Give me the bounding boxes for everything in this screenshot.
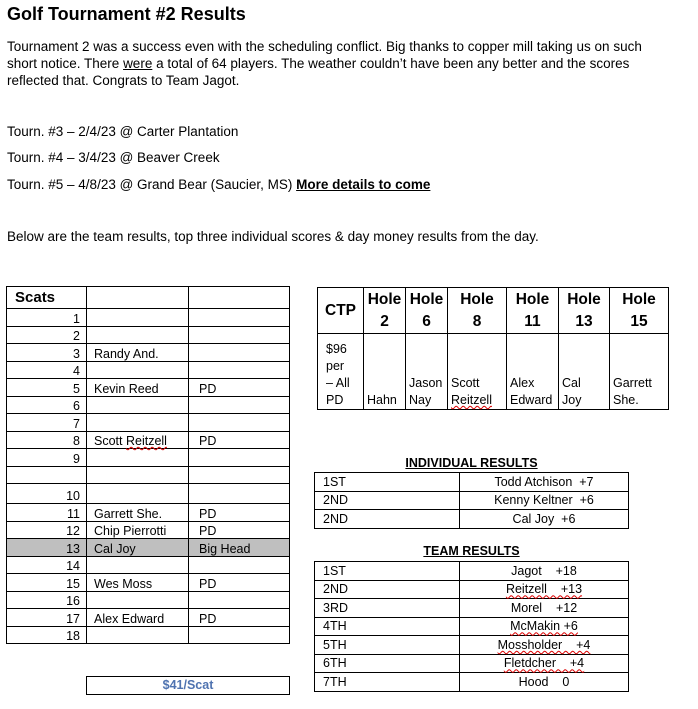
result-value: [460, 562, 629, 581]
ctp-hole-winner: [364, 334, 406, 410]
result-value: [460, 491, 629, 510]
result-text: Cal Joy +6: [512, 511, 576, 526]
scat-row: [7, 361, 290, 379]
team-results-table: [314, 561, 629, 692]
scat-name: [87, 449, 189, 467]
scat-name: [87, 466, 189, 484]
scat-note: [189, 556, 290, 574]
ctp-hole-winner: [610, 334, 669, 410]
scat-row: [7, 344, 290, 362]
scat-num: 14: [7, 556, 87, 574]
result-text: Morel +12: [510, 600, 578, 615]
scat-name: [87, 431, 189, 449]
scat-note: Big Head: [189, 539, 290, 557]
ctp-hole-header: [507, 288, 559, 334]
ctp-label: CTP: [318, 288, 364, 334]
scat-payout: $41/Scat: [86, 676, 290, 695]
scat-name: [87, 484, 189, 504]
scat-row: [7, 449, 290, 467]
scat-note: PD: [189, 431, 290, 449]
scat-num: 8: [7, 431, 87, 449]
scat-note: [189, 626, 290, 644]
scat-note: [189, 326, 290, 344]
result-value: [460, 617, 629, 636]
ctp-prize: [318, 334, 364, 410]
result-text: Kenny Keltner +6: [494, 493, 594, 508]
event-line: [7, 150, 220, 165]
ctp-prize-line: $96: [326, 342, 347, 356]
scat-num: 6: [7, 396, 87, 414]
scat-first-name: Scott: [94, 434, 126, 448]
scat-name: [87, 556, 189, 574]
team-results-title: TEAM RESULTS: [423, 544, 520, 558]
ctp-winner-name: Reitzell: [451, 393, 492, 407]
result-text: Hood 0: [518, 674, 570, 689]
result-row: [315, 673, 629, 692]
scat-note: [189, 449, 290, 467]
scat-row: [7, 431, 290, 449]
result-text: Todd Atchison +7: [494, 474, 594, 489]
ctp-hole-number: 13: [575, 312, 593, 330]
result-value: [460, 636, 629, 655]
ctp-winner-name: Joy: [562, 393, 582, 407]
scats-header-empty: [87, 287, 189, 309]
scat-row: [7, 556, 290, 574]
result-text: Fletdcher +4: [503, 656, 585, 671]
result-place: 6TH: [315, 654, 460, 673]
scat-note: [189, 414, 290, 432]
scat-row: [7, 504, 290, 522]
scat-note: [189, 484, 290, 504]
ctp-hole-number: 2: [380, 312, 389, 330]
event-text: Tourn. #5 – 4/8/23 @ Grand Bear (Saucier, MS): [7, 177, 297, 192]
result-place: 4TH: [315, 617, 460, 636]
event-text: Tourn. #4 – 3/4/23 @ Beaver Creek: [7, 150, 220, 165]
result-place: 2ND: [315, 491, 460, 510]
result-text: Reitzell +13: [505, 582, 583, 597]
result-text: Mossholder +4: [497, 637, 591, 652]
scat-num: 4: [7, 361, 87, 379]
scat-note: PD: [189, 609, 290, 627]
ctp-hole-number: 11: [524, 312, 541, 330]
ctp-winner-name: Nay: [409, 393, 432, 407]
ctp-winner-row: [318, 334, 669, 410]
scat-row: [7, 626, 290, 644]
scat-num: 10: [7, 484, 87, 504]
ctp-hole-label: Hole: [367, 290, 402, 308]
scat-num: 7: [7, 414, 87, 432]
result-place: 5TH: [315, 636, 460, 655]
result-row: [315, 510, 629, 529]
ctp-winner-name: Hahn: [367, 393, 397, 407]
scat-row: [7, 414, 290, 432]
result-row: [315, 473, 629, 492]
scat-name: [87, 396, 189, 414]
ctp-winner-name: Edward: [510, 393, 553, 407]
result-text: McMakin +6: [510, 619, 578, 634]
scat-row: [7, 521, 290, 539]
ctp-hole-winner: [559, 334, 610, 410]
ctp-hole-header: [559, 288, 610, 334]
scat-note: [189, 344, 290, 362]
scat-num: [7, 466, 87, 484]
page-title: Golf Tournament #2 Results: [7, 4, 246, 24]
scat-name: Garrett She.: [87, 504, 189, 522]
scat-row: [7, 466, 290, 484]
scat-num: 1: [7, 309, 87, 327]
intro-paragraph: [7, 38, 647, 89]
result-place: 2ND: [315, 580, 460, 599]
ctp-hole-header: [448, 288, 507, 334]
scat-num: 3: [7, 344, 87, 362]
scat-num: 9: [7, 449, 87, 467]
result-row: [315, 580, 629, 599]
result-row: [315, 599, 629, 618]
event-line: [7, 177, 430, 192]
scat-row: [7, 484, 290, 504]
result-row: [315, 562, 629, 581]
ctp-hole-winner: [406, 334, 448, 410]
scat-name: [87, 326, 189, 344]
ctp-hole-number: 8: [472, 312, 482, 330]
scat-num: 11: [7, 504, 87, 522]
ctp-hole-label: Hole: [409, 290, 444, 308]
scat-name: Kevin Reed: [87, 379, 189, 397]
ctp-hole-number: 15: [630, 312, 648, 330]
ctp-winner-name: Garrett: [613, 376, 652, 390]
scat-name: [87, 626, 189, 644]
ctp-winner-name: She.: [613, 393, 639, 407]
ctp-prize-line: – All: [326, 376, 350, 390]
scats-header-empty: [189, 287, 290, 309]
individual-results-title: INDIVIDUAL RESULTS: [405, 456, 538, 470]
result-row: [315, 491, 629, 510]
ctp-hole-header: [610, 288, 669, 334]
event-line: [7, 124, 238, 139]
result-place: 2ND: [315, 510, 460, 529]
result-row: [315, 617, 629, 636]
scat-name: [87, 591, 189, 609]
result-place: 7TH: [315, 673, 460, 692]
results-intro: Below are the team results, top three individual scores & day money results from the day.: [7, 229, 539, 244]
ctp-hole-header: [364, 288, 406, 334]
intro-underlined-word: were: [123, 56, 153, 71]
scats-table: [6, 286, 290, 644]
ctp-winner-name: Jason: [409, 376, 443, 390]
scat-name: Alex Edward: [87, 609, 189, 627]
scats-header: Scats: [7, 287, 87, 309]
ctp-hole-label: Hole: [567, 290, 601, 308]
ctp-hole-winner: [448, 334, 507, 410]
scat-name: Randy And.: [87, 344, 189, 362]
ctp-header-row: [318, 288, 669, 334]
scat-note: PD: [189, 379, 290, 397]
scat-note: [189, 591, 290, 609]
result-text: Jagot +18: [511, 563, 577, 578]
scat-row: [7, 609, 290, 627]
scat-name: Wes Moss: [87, 574, 189, 592]
result-value: [460, 580, 629, 599]
result-row: [315, 654, 629, 673]
ctp-hole-label: Hole: [460, 290, 494, 308]
ctp-hole-winner: [507, 334, 559, 410]
scat-num: 13: [7, 539, 87, 557]
result-value: [460, 654, 629, 673]
scat-last-name: Reitzell: [125, 434, 167, 448]
scat-num: 2: [7, 326, 87, 344]
ctp-winner-name: Scott: [451, 376, 480, 390]
scat-num: 5: [7, 379, 87, 397]
event-details-note: More details to come: [296, 177, 431, 192]
scat-num: 17: [7, 609, 87, 627]
scat-name: Cal Joy: [87, 539, 189, 557]
result-value: [460, 510, 629, 529]
scats-header-row: [7, 287, 290, 309]
scat-row: [7, 574, 290, 592]
individual-results-table: [314, 472, 629, 529]
scat-row: [7, 396, 290, 414]
scat-note: [189, 466, 290, 484]
ctp-hole-label: Hole: [515, 290, 550, 308]
ctp-prize-line: PD: [326, 393, 344, 407]
ctp-prize-line: per: [326, 359, 345, 373]
scat-row: [7, 379, 290, 397]
ctp-hole-header: [406, 288, 448, 334]
intro-text-1: Tournament 2 was a success even with the scheduling conflict. Big thanks to copper mill taking us on such short notice. There: [7, 39, 642, 71]
scat-num: 16: [7, 591, 87, 609]
scat-row: [7, 591, 290, 609]
intro-text-2: a total of 64 players. The weather couldn’t have been any better and the scores reflected that. Congrats to Team Jagot.: [7, 56, 630, 88]
scat-name: [87, 309, 189, 327]
scat-num: 12: [7, 521, 87, 539]
scat-note: [189, 396, 290, 414]
result-place: 3RD: [315, 599, 460, 618]
scat-note: PD: [189, 574, 290, 592]
scat-note: PD: [189, 504, 290, 522]
scat-note: [189, 309, 290, 327]
scat-row: [7, 539, 290, 557]
scat-note: [189, 361, 290, 379]
ctp-hole-number: 6: [422, 312, 431, 330]
scat-row: [7, 309, 290, 327]
result-value: [460, 673, 629, 692]
scat-num: 18: [7, 626, 87, 644]
event-text: Tourn. #3 – 2/4/23 @ Carter Plantation: [7, 124, 239, 139]
result-value: [460, 473, 629, 492]
result-place: 1ST: [315, 562, 460, 581]
result-row: [315, 636, 629, 655]
result-place: 1ST: [315, 473, 460, 492]
scat-name: Chip Pierrotti: [87, 521, 189, 539]
ctp-table: [317, 287, 669, 410]
scat-note: PD: [189, 521, 290, 539]
scat-num: 15: [7, 574, 87, 592]
scat-row: [7, 326, 290, 344]
scat-name: [87, 414, 189, 432]
ctp-winner-name: Alex: [510, 376, 535, 390]
result-value: [460, 599, 629, 618]
ctp-winner-name: Cal: [562, 376, 581, 390]
ctp-hole-label: Hole: [622, 290, 656, 308]
scat-name: [87, 361, 189, 379]
